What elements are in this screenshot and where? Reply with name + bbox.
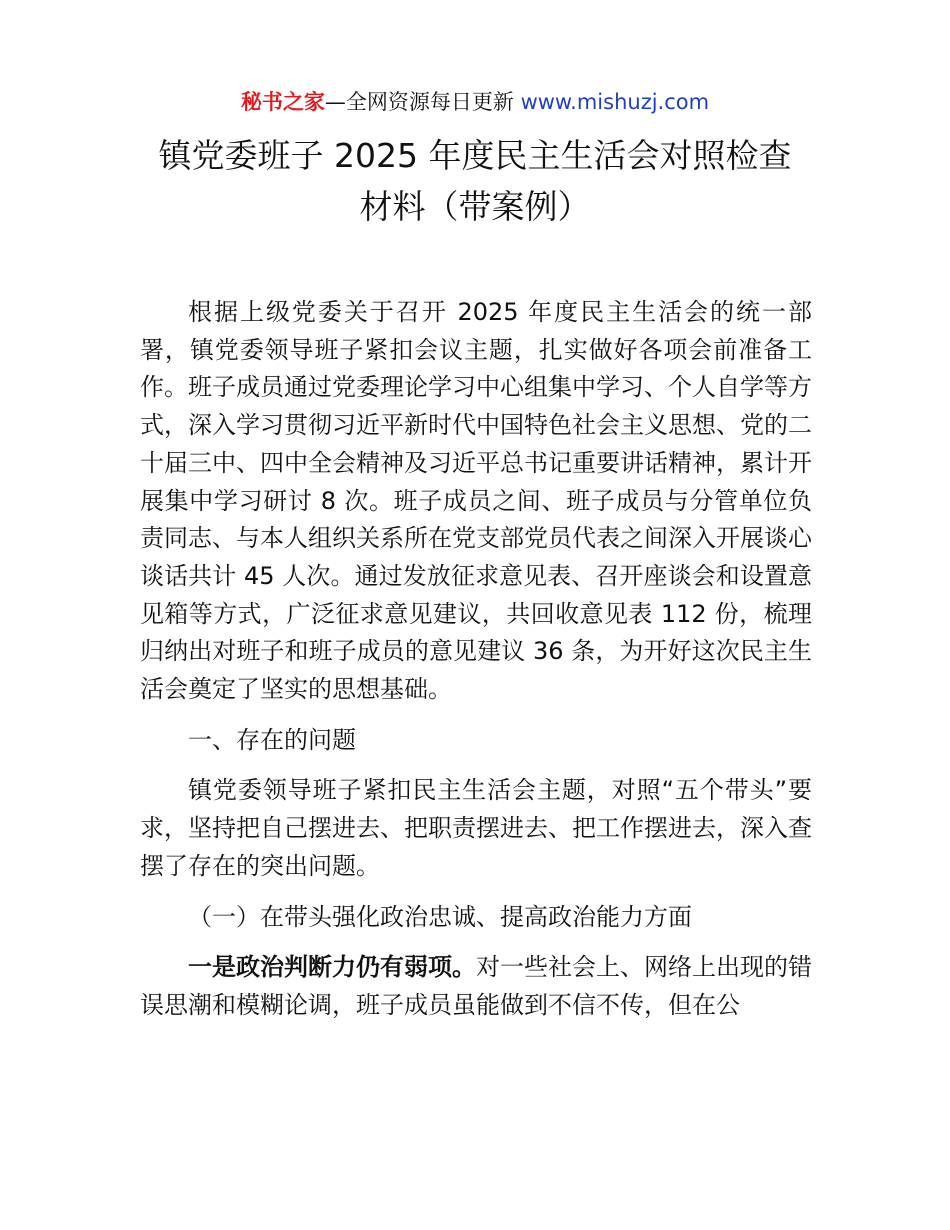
site-tagline: —全网资源每日更新 <box>324 90 521 114</box>
site-header <box>0 86 950 118</box>
problems-intro-paragraph: 镇党委领导班子紧扣民主生活会主题，对照“五个带头”要求，坚持把自己摆进去、把职责摆进去、把工作摆进去，深入查摆了存在的突出问题。 <box>140 776 812 880</box>
issue-body-text: 对一些社会上、网络上出现的错误思潮和模糊论调，班子成员虽能做到不信不传，但在公 <box>140 953 812 1019</box>
document-title-line-1: 镇党委班子 2025 年度民主生活会对照检查 <box>158 136 792 175</box>
section-heading-problems: 一、存在的问题 <box>188 725 356 754</box>
issue-paragraph-1 <box>140 949 812 1024</box>
site-brand: 秘书之家 <box>240 90 325 114</box>
issue-lead-text: 一是政治判断力仍有弱项。 <box>188 953 476 982</box>
document-title <box>100 130 850 232</box>
site-url-link[interactable]: www.mishuzj.com <box>520 90 710 114</box>
document-body <box>140 294 812 1025</box>
document-title-line-2: 材料（带案例） <box>359 187 591 226</box>
subsection-heading-political-loyalty: （一）在带头强化政治忠诚、提高政治能力方面 <box>188 902 692 931</box>
intro-paragraph: 根据上级党委关于召开 2025 年度民主生活会的统一部署，镇党委领导班子紧扣会议主题，扎实做好各项会前准备工作。班子成员通过党委理论学习中心组集中学习、个人自学等方式，深入学习贯彻习近平新时代中国特色社会主义思想、党的二十届三中、四中全会精神及习近平总书记重要讲话精神，累计开展集中学习研讨 8 次。班子成员之间、班子成员与分管单位负责同志、与本人组织关系所在党支部党员代表之间深入开展谈心谈话共计 45 人次。通过发放征求意见表、召开座谈会和设置意见箱等方式，广泛征求意见建议，共回收意见表 112 份，梳理归纳出对班子和班子成员的意见建议 36 条，为开好这次民主生活会奠定了坚实的思想基础。 <box>140 298 812 704</box>
